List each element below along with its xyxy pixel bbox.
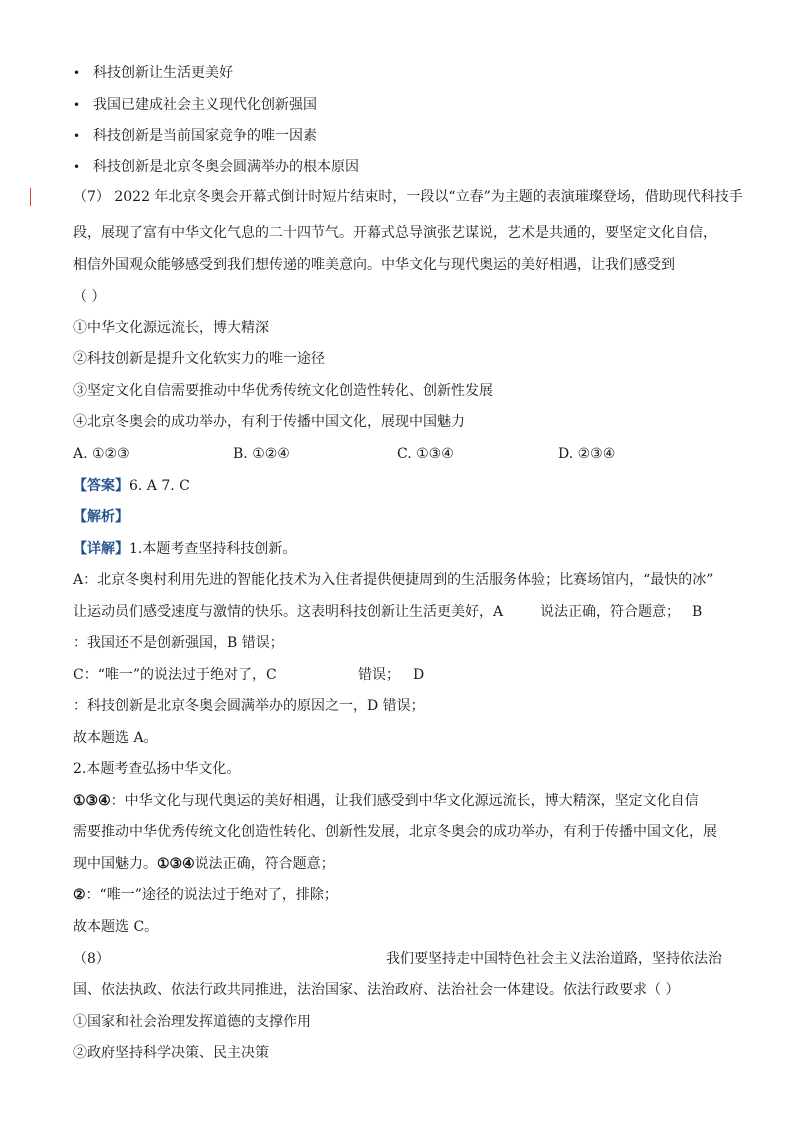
detail-a-line: 让运动员们感受速度与激情的快乐。这表明科技创新让生活更美好，A: [73, 604, 504, 620]
q7-answer-paren: （ ）: [73, 289, 106, 305]
q8-stem-line: 国、依法执政、依法行政共同推进，法治国家、法治政府、法治社会一体建设。依法行政要求（ ）: [73, 982, 680, 998]
analysis-label: 【解析】: [73, 509, 129, 525]
q7-statement: ③坚定文化自信需要推动中华优秀传统文化创造性转化、创新性发展: [73, 383, 493, 399]
detail-b-line: ：我国还不是创新强国，B 错误；: [73, 635, 284, 651]
detail-a-verdict: 说法正确，符合题意；: [540, 604, 680, 620]
bullet-icon: •: [73, 129, 81, 143]
statement-mark: ②: [73, 887, 86, 903]
statement-marks: ①③④: [157, 856, 195, 872]
bullet-icon: •: [73, 160, 81, 174]
bullet-item: 我国已建成社会主义现代化创新强国: [93, 97, 317, 113]
q8-number: （8）: [73, 951, 110, 967]
detail-line: [73, 540, 296, 558]
bullet-icon: •: [73, 98, 81, 112]
statement-marks: ①③④: [73, 793, 111, 809]
detail-part2-intro: 2.本题考查弘扬中华文化。: [73, 761, 241, 777]
q7-option-a: A. ①②③: [73, 446, 130, 462]
q7-option-d: D. ②③④: [558, 446, 616, 462]
bullet-item: 科技创新让生活更美好: [93, 65, 233, 81]
detail-a-line: A：北京冬奥村利用先进的智能化技术为入住者提供便捷周到的生活服务体验；比赛场馆内，“最快的冰”: [73, 572, 714, 588]
detail-conclusion: 故本题选 C。: [73, 919, 159, 935]
bullet-item: 科技创新是当前国家竞争的唯一因素: [93, 128, 317, 144]
detail-conclusion: 故本题选 A。: [73, 730, 158, 746]
answer-line: [73, 477, 190, 495]
bullet-item: 科技创新是北京冬奥会圆满举办的根本原因: [93, 159, 359, 175]
detail-intro: 1.本题考查坚持科技创新。: [129, 541, 297, 557]
answer-label: 【答案】: [73, 478, 129, 494]
q8-stem-line: 我们要坚持走中国特色社会主义法治道路，坚持依法治: [386, 951, 722, 967]
detail-c-verdict: 错误；: [358, 667, 400, 683]
detail-part2-line: 现中国魅力。①③④说法正确，符合题意；: [73, 856, 335, 872]
q7-statement: ②科技创新是提升文化软实力的唯一途径: [73, 351, 325, 367]
detail-d-line: ：科技创新是北京冬奥会圆满举办的原因之一，D 错误；: [73, 698, 425, 714]
detail-part2-line: ①③④：中华文化与现代奥运的美好相遇，让我们感受到中华文化源远流长，博大精深，坚定文化自信: [73, 793, 699, 809]
detail-b-letter: B: [692, 604, 703, 620]
detail-d-letter: D: [413, 667, 425, 683]
q8-statement: ①国家和社会治理发挥道德的支撑作用: [73, 1014, 311, 1030]
detail-part2-line: 需要推动中华优秀传统文化创造性转化、创新性发展，北京冬奥会的成功举办，有利于传播中国文化，展: [73, 824, 717, 840]
q7-stem-line: 相信外国观众能够感受到我们想传递的唯美意向。中华文化与现代奥运的美好相遇，让我们感受到: [73, 257, 675, 273]
answer-text: 6. A 7. C: [129, 478, 190, 494]
q7-stem-line: （7） 2022 年北京冬奥会开幕式倒计时短片结束时，一段以“立春”为主题的表演璀璨登场，借助现代科技手: [73, 189, 743, 205]
q7-option-b: B. ①②④: [233, 446, 290, 462]
q8-statement: ②政府坚持科学决策、民主决策: [73, 1045, 269, 1061]
q7-statement: ④北京冬奥会的成功举办，有利于传播中国文化，展现中国魅力: [73, 414, 465, 430]
q7-statement: ①中华文化源远流长，博大精深: [73, 320, 269, 336]
q7-stem-line: 段，展现了富有中华文化气息的二十四节气。开幕式总导演张艺谋说，艺术是共通的，要坚定文化自信，: [73, 225, 717, 241]
detail-part2-line: ②：“唯一”途径的说法过于绝对了，排除；: [73, 887, 338, 903]
bullet-icon: •: [73, 66, 81, 80]
text-cursor: [30, 188, 31, 206]
detail-c-line: C：“唯一”的说法过于绝对了，C: [73, 667, 277, 683]
detail-label: 【详解】: [73, 541, 129, 557]
q7-option-c: C. ①③④: [397, 446, 454, 462]
